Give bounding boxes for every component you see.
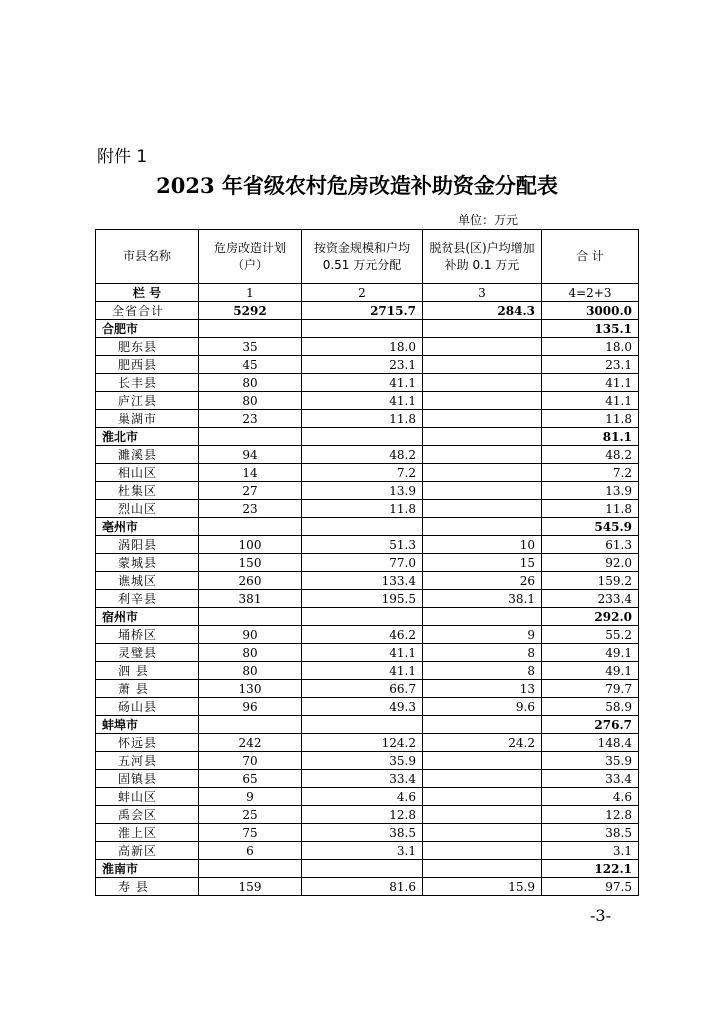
extra-cell: 26 bbox=[423, 572, 542, 590]
total-cell: 13.9 bbox=[542, 482, 639, 500]
extra-cell: 8 bbox=[423, 662, 542, 680]
base-cell: 77.0 bbox=[302, 554, 423, 572]
county-row bbox=[96, 662, 639, 680]
extra-cell bbox=[423, 446, 542, 464]
plan-cell: 150 bbox=[199, 554, 302, 572]
column-number-4: 4=2+3 bbox=[542, 284, 639, 302]
base-cell: 49.3 bbox=[302, 698, 423, 716]
total-cell: 18.0 bbox=[542, 338, 639, 356]
plan-cell: 80 bbox=[199, 662, 302, 680]
unit-label: 单位：万元 bbox=[458, 213, 519, 227]
total-cell: 159.2 bbox=[542, 572, 639, 590]
plan-cell: 23 bbox=[199, 500, 302, 518]
county-name: 利辛县 bbox=[96, 590, 199, 608]
county-name: 谯城区 bbox=[96, 572, 199, 590]
base-cell: 23.1 bbox=[302, 356, 423, 374]
plan-cell: 381 bbox=[199, 590, 302, 608]
plan-cell bbox=[199, 860, 302, 878]
total-cell: 41.1 bbox=[542, 374, 639, 392]
table-header-row bbox=[96, 230, 639, 284]
extra-cell bbox=[423, 464, 542, 482]
base-cell: 4.6 bbox=[302, 788, 423, 806]
header-base: 按资金规模和户均 0.51 万元分配 bbox=[302, 230, 423, 284]
county-name: 蚌山区 bbox=[96, 788, 199, 806]
total-cell: 4.6 bbox=[542, 788, 639, 806]
county-name: 淮上区 bbox=[96, 824, 199, 842]
base-cell: 3.1 bbox=[302, 842, 423, 860]
county-row bbox=[96, 806, 639, 824]
county-name: 杜集区 bbox=[96, 482, 199, 500]
county-row bbox=[96, 878, 639, 896]
total-cell: 92.0 bbox=[542, 554, 639, 572]
plan-cell bbox=[199, 608, 302, 626]
base-cell: 41.1 bbox=[302, 374, 423, 392]
county-name: 庐江县 bbox=[96, 392, 199, 410]
county-name: 濉溪县 bbox=[96, 446, 199, 464]
city-name: 亳州市 bbox=[96, 518, 199, 536]
document-title: 2023 年省级农村危房改造补助资金分配表 bbox=[156, 173, 558, 198]
base-cell bbox=[302, 716, 423, 734]
extra-cell: 15.9 bbox=[423, 878, 542, 896]
base-cell: 41.1 bbox=[302, 644, 423, 662]
plan-cell: 94 bbox=[199, 446, 302, 464]
county-name: 砀山县 bbox=[96, 698, 199, 716]
county-name: 相山区 bbox=[96, 464, 199, 482]
base-cell bbox=[302, 608, 423, 626]
header-total: 合 计 bbox=[542, 230, 639, 284]
extra-cell: 15 bbox=[423, 554, 542, 572]
county-row bbox=[96, 374, 639, 392]
base-cell bbox=[302, 320, 423, 338]
city-total: 292.0 bbox=[542, 608, 639, 626]
plan-cell: 23 bbox=[199, 410, 302, 428]
total-cell: 11.8 bbox=[542, 500, 639, 518]
county-row bbox=[96, 698, 639, 716]
column-number-2: 2 bbox=[302, 284, 423, 302]
base-cell: 41.1 bbox=[302, 662, 423, 680]
plan-cell: 80 bbox=[199, 374, 302, 392]
base-cell: 18.0 bbox=[302, 338, 423, 356]
county-name: 长丰县 bbox=[96, 374, 199, 392]
base-cell: 35.9 bbox=[302, 752, 423, 770]
extra-cell bbox=[423, 392, 542, 410]
county-name: 巢湖市 bbox=[96, 410, 199, 428]
extra-cell bbox=[423, 824, 542, 842]
city-row bbox=[96, 320, 639, 338]
extra-cell bbox=[423, 842, 542, 860]
plan-cell: 65 bbox=[199, 770, 302, 788]
total-cell: 55.2 bbox=[542, 626, 639, 644]
county-row bbox=[96, 680, 639, 698]
plan-cell: 100 bbox=[199, 536, 302, 554]
plan-cell: 45 bbox=[199, 356, 302, 374]
header-extra: 脱贫县(区)户均增加补助 0.1 万元 bbox=[423, 230, 542, 284]
column-number-row bbox=[96, 284, 639, 302]
total-cell: 48.2 bbox=[542, 446, 639, 464]
county-name: 蒙城县 bbox=[96, 554, 199, 572]
plan-cell: 80 bbox=[199, 392, 302, 410]
base-cell: 133.4 bbox=[302, 572, 423, 590]
county-row bbox=[96, 464, 639, 482]
total-cell: 148.4 bbox=[542, 734, 639, 752]
header-plan: 危房改造计划（户） bbox=[199, 230, 302, 284]
extra-cell bbox=[423, 518, 542, 536]
county-row bbox=[96, 500, 639, 518]
county-name: 萧 县 bbox=[96, 680, 199, 698]
county-name: 涡阳县 bbox=[96, 536, 199, 554]
extra-cell bbox=[423, 338, 542, 356]
base-cell: 48.2 bbox=[302, 446, 423, 464]
total-cell: 79.7 bbox=[542, 680, 639, 698]
extra-cell bbox=[423, 770, 542, 788]
total-cell: 7.2 bbox=[542, 464, 639, 482]
county-name: 固镇县 bbox=[96, 770, 199, 788]
plan-cell: 9 bbox=[199, 788, 302, 806]
total-cell: 58.9 bbox=[542, 698, 639, 716]
extra-cell bbox=[423, 788, 542, 806]
base-cell: 12.8 bbox=[302, 806, 423, 824]
attachment-label: 附件 1 bbox=[97, 147, 148, 167]
extra-cell bbox=[423, 806, 542, 824]
county-row bbox=[96, 356, 639, 374]
total-cell: 61.3 bbox=[542, 536, 639, 554]
extra-cell: 38.1 bbox=[423, 590, 542, 608]
plan-cell: 90 bbox=[199, 626, 302, 644]
county-name: 五河县 bbox=[96, 752, 199, 770]
province-total-base: 2715.7 bbox=[302, 302, 423, 320]
extra-cell bbox=[423, 752, 542, 770]
allocation-table bbox=[95, 229, 639, 896]
county-name: 禹会区 bbox=[96, 806, 199, 824]
county-name: 肥西县 bbox=[96, 356, 199, 374]
base-cell: 46.2 bbox=[302, 626, 423, 644]
city-row bbox=[96, 518, 639, 536]
county-row bbox=[96, 842, 639, 860]
total-cell: 35.9 bbox=[542, 752, 639, 770]
base-cell bbox=[302, 518, 423, 536]
city-name: 合肥市 bbox=[96, 320, 199, 338]
extra-cell bbox=[423, 482, 542, 500]
plan-cell: 25 bbox=[199, 806, 302, 824]
county-row bbox=[96, 554, 639, 572]
county-row bbox=[96, 770, 639, 788]
total-cell: 33.4 bbox=[542, 770, 639, 788]
base-cell: 195.5 bbox=[302, 590, 423, 608]
extra-cell: 9.6 bbox=[423, 698, 542, 716]
base-cell: 7.2 bbox=[302, 464, 423, 482]
city-total: 122.1 bbox=[542, 860, 639, 878]
plan-cell: 35 bbox=[199, 338, 302, 356]
city-name: 淮北市 bbox=[96, 428, 199, 446]
base-cell: 11.8 bbox=[302, 410, 423, 428]
county-name: 埇桥区 bbox=[96, 626, 199, 644]
city-name: 蚌埠市 bbox=[96, 716, 199, 734]
plan-cell: 14 bbox=[199, 464, 302, 482]
county-row bbox=[96, 410, 639, 428]
extra-cell: 9 bbox=[423, 626, 542, 644]
base-cell: 66.7 bbox=[302, 680, 423, 698]
extra-cell bbox=[423, 320, 542, 338]
city-total: 81.1 bbox=[542, 428, 639, 446]
plan-cell bbox=[199, 518, 302, 536]
base-cell bbox=[302, 860, 423, 878]
county-row bbox=[96, 734, 639, 752]
province-total-extra: 284.3 bbox=[423, 302, 542, 320]
plan-cell bbox=[199, 320, 302, 338]
total-cell: 97.5 bbox=[542, 878, 639, 896]
city-total: 135.1 bbox=[542, 320, 639, 338]
plan-cell: 159 bbox=[199, 878, 302, 896]
city-name: 宿州市 bbox=[96, 608, 199, 626]
extra-cell bbox=[423, 374, 542, 392]
county-name: 寿 县 bbox=[96, 878, 199, 896]
county-row bbox=[96, 572, 639, 590]
county-row bbox=[96, 482, 639, 500]
extra-cell bbox=[423, 500, 542, 518]
base-cell: 38.5 bbox=[302, 824, 423, 842]
county-name: 怀远县 bbox=[96, 734, 199, 752]
total-cell: 11.8 bbox=[542, 410, 639, 428]
province-total-row bbox=[96, 302, 639, 320]
extra-cell bbox=[423, 428, 542, 446]
total-cell: 49.1 bbox=[542, 662, 639, 680]
county-row bbox=[96, 536, 639, 554]
page-number: -3- bbox=[590, 906, 611, 925]
county-row bbox=[96, 752, 639, 770]
total-cell: 38.5 bbox=[542, 824, 639, 842]
extra-cell bbox=[423, 356, 542, 374]
total-cell: 3.1 bbox=[542, 842, 639, 860]
city-name: 淮南市 bbox=[96, 860, 199, 878]
province-total-plan: 5292 bbox=[199, 302, 302, 320]
extra-cell: 8 bbox=[423, 644, 542, 662]
plan-cell: 242 bbox=[199, 734, 302, 752]
base-cell: 124.2 bbox=[302, 734, 423, 752]
base-cell: 33.4 bbox=[302, 770, 423, 788]
column-number-1: 1 bbox=[199, 284, 302, 302]
base-cell: 51.3 bbox=[302, 536, 423, 554]
extra-cell bbox=[423, 410, 542, 428]
total-cell: 12.8 bbox=[542, 806, 639, 824]
extra-cell: 10 bbox=[423, 536, 542, 554]
county-row bbox=[96, 338, 639, 356]
total-cell: 49.1 bbox=[542, 644, 639, 662]
plan-cell bbox=[199, 716, 302, 734]
total-cell: 233.4 bbox=[542, 590, 639, 608]
column-number-label: 栏 号 bbox=[96, 284, 199, 302]
header-name: 市县名称 bbox=[96, 230, 199, 284]
extra-cell bbox=[423, 860, 542, 878]
total-cell: 23.1 bbox=[542, 356, 639, 374]
city-total: 276.7 bbox=[542, 716, 639, 734]
plan-cell: 70 bbox=[199, 752, 302, 770]
extra-cell: 13 bbox=[423, 680, 542, 698]
base-cell: 13.9 bbox=[302, 482, 423, 500]
plan-cell: 6 bbox=[199, 842, 302, 860]
city-row bbox=[96, 428, 639, 446]
extra-cell: 24.2 bbox=[423, 734, 542, 752]
plan-cell: 260 bbox=[199, 572, 302, 590]
base-cell: 41.1 bbox=[302, 392, 423, 410]
column-number-3: 3 bbox=[423, 284, 542, 302]
province-total-sum: 3000.0 bbox=[542, 302, 639, 320]
county-row bbox=[96, 788, 639, 806]
base-cell bbox=[302, 428, 423, 446]
city-total: 545.9 bbox=[542, 518, 639, 536]
county-name: 高新区 bbox=[96, 842, 199, 860]
base-cell: 11.8 bbox=[302, 500, 423, 518]
county-name: 烈山区 bbox=[96, 500, 199, 518]
extra-cell bbox=[423, 608, 542, 626]
extra-cell bbox=[423, 716, 542, 734]
county-name: 泗 县 bbox=[96, 662, 199, 680]
county-row bbox=[96, 626, 639, 644]
city-row bbox=[96, 860, 639, 878]
county-row bbox=[96, 824, 639, 842]
plan-cell: 80 bbox=[199, 644, 302, 662]
county-name: 肥东县 bbox=[96, 338, 199, 356]
county-name: 灵璧县 bbox=[96, 644, 199, 662]
plan-cell: 75 bbox=[199, 824, 302, 842]
county-row bbox=[96, 392, 639, 410]
county-row bbox=[96, 644, 639, 662]
city-row bbox=[96, 716, 639, 734]
plan-cell: 96 bbox=[199, 698, 302, 716]
province-total-name: 全省合计 bbox=[96, 302, 199, 320]
plan-cell bbox=[199, 428, 302, 446]
county-row bbox=[96, 590, 639, 608]
county-row bbox=[96, 446, 639, 464]
plan-cell: 27 bbox=[199, 482, 302, 500]
plan-cell: 130 bbox=[199, 680, 302, 698]
city-row bbox=[96, 608, 639, 626]
total-cell: 41.1 bbox=[542, 392, 639, 410]
base-cell: 81.6 bbox=[302, 878, 423, 896]
